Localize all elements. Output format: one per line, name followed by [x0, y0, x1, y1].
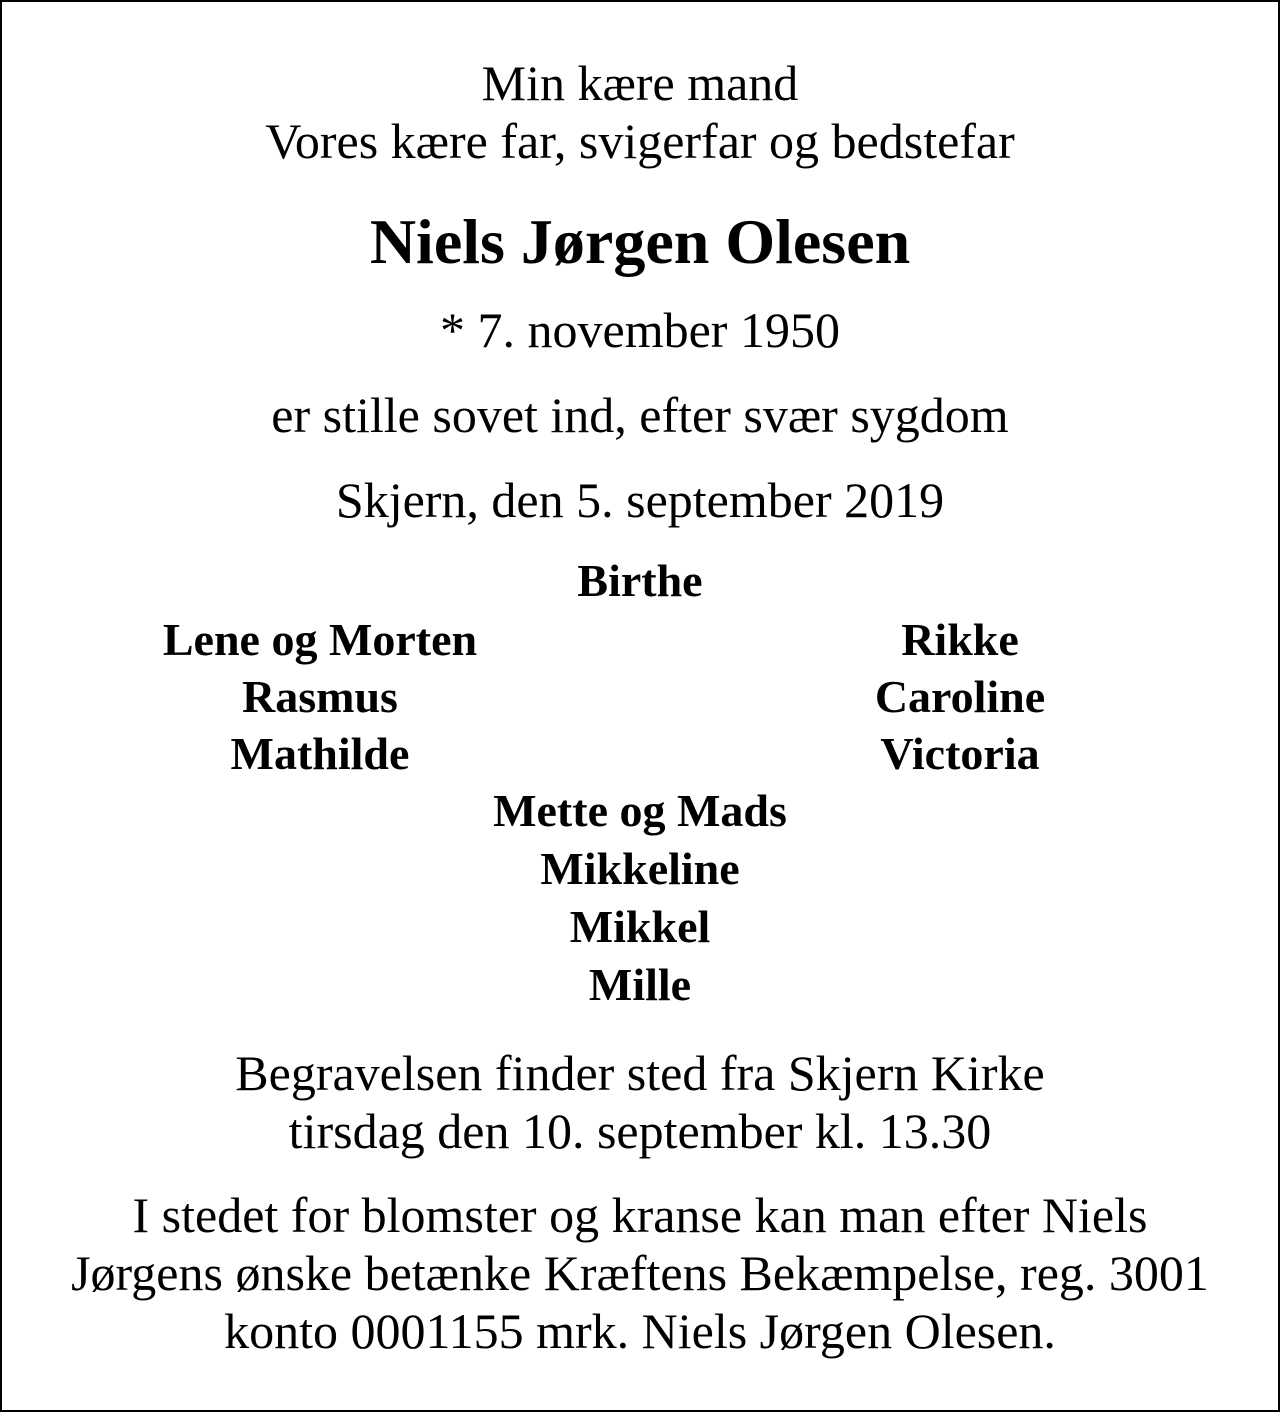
intro-line-1: Min kære mand [481, 55, 799, 111]
donation-line-1: I stedet for blomster og kranse kan man efter Niels [132, 1187, 1148, 1243]
funeral-line-1: Begravelsen finder sted fra Skjern Kirke [235, 1045, 1045, 1101]
donation-line-3: konto 0001155 mrk. Niels Jørgen Olesen. [224, 1303, 1056, 1359]
donation-line-2: Jørgens ønske betænke Kræftens Bekæmpelse, reg. 3001 [71, 1245, 1209, 1301]
spouse-name: Birthe [577, 555, 703, 606]
center-family-name-1: Mette og Mads [493, 785, 787, 836]
place-date: Skjern, den 5. september 2019 [335, 472, 945, 528]
birth-date: * 7. november 1950 [440, 302, 840, 358]
intro-line-2: Vores kære far, svigerfar og bedstefar [265, 113, 1015, 169]
right-family-name-3: Victoria [880, 728, 1040, 779]
left-family-name-3: Mathilde [230, 728, 410, 779]
right-family-name-1: Rikke [901, 614, 1019, 665]
center-family-name-3: Mikkel [569, 901, 711, 952]
center-family-name-2: Mikkeline [540, 843, 740, 894]
left-family-name-2: Rasmus [242, 671, 398, 722]
deceased-name: Niels Jørgen Olesen [369, 206, 911, 277]
center-family-name-4: Mille [588, 959, 692, 1010]
passing-text: er stille sovet ind, efter svær sygdom [271, 387, 1009, 443]
funeral-line-2: tirsdag den 10. september kl. 13.30 [288, 1103, 992, 1159]
left-family-name-1: Lene og Morten [162, 614, 478, 665]
right-family-name-2: Caroline [874, 671, 1046, 722]
